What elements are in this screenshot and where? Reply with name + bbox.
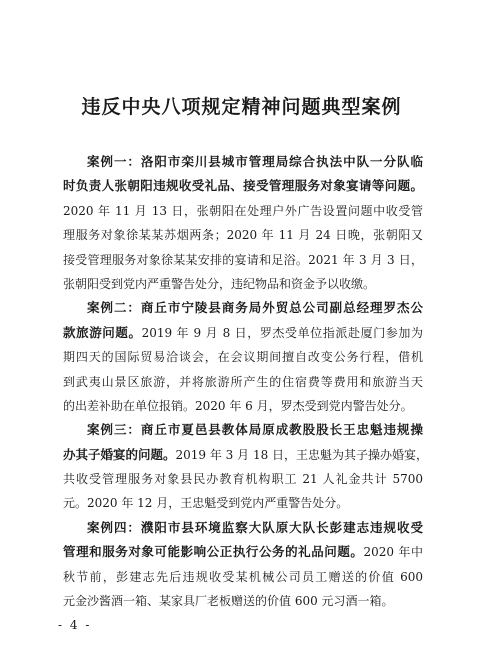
case-paragraph [63,296,423,418]
case-body-text: 2020 年中 [363,545,423,560]
case-heading-text: 案例一：洛阳市栾川县城市管理局综合执法中队一分队临 [87,154,423,169]
case-heading-text: 办其子婚宴的问题。 [63,446,176,462]
case-heading-text: 时负责人张朝阳违规收受礼品、接受管理服务对象宴请等问题。 [63,178,423,194]
text-line [63,223,423,247]
text-line [63,321,423,345]
case-heading-text: 款旅游问题。 [63,324,142,340]
case-body-text: 期四天的国际贸易洽谈会，在会议期间擅自改变公务行程，借机 [63,350,423,365]
text-line [63,272,423,296]
text-line [63,150,423,174]
case-body-text: 理服务对象徐某某苏烟两条；2020 年 11 月 24 日晚，张朝阳又 [63,228,423,243]
text-line [63,370,423,394]
text-line [63,516,423,540]
page-number: - 4 - [58,618,92,632]
case-body-text: 2019 年 9 月 8 日，罗杰受单位指派赴厦门参加为 [141,325,423,340]
case-heading-text: 案例三：商丘市夏邑县教体局原成教股股长王忠魁违规操 [87,422,423,438]
document-body [63,150,429,613]
text-line [63,199,423,223]
text-line [63,345,423,369]
text-line [63,443,429,467]
text-line [63,418,423,442]
case-body-text: 到武夷山景区旅游，并将旅游所产生的住宿费等费用和旅游当天 [63,374,423,389]
case-body-text: 2020 年 11 月 13 日，张朝阳在处理户外广告设置问题中收受管 [63,203,423,218]
case-paragraph [63,418,429,516]
document-title: 违反中央八项规定精神问题典型案例 [81,96,402,118]
case-body-text: 元。2020 年 12 月，王忠魁受到党内严重警告处分。 [63,496,349,511]
case-heading-text: 案例二：商丘市宁陵县商务局外贸总公司副总经理罗杰公 [87,300,423,316]
case-body-text: 共收受管理服务对象县民办教育机构职工 21 人礼金共计 5700 [63,472,423,487]
case-paragraph [63,150,423,296]
text-line [63,248,423,272]
text-line [63,467,423,491]
text-line [63,540,423,564]
text-line [63,296,423,320]
text-line [63,589,423,613]
text-line [63,174,423,198]
case-body-text: 2019 年 3 月 18 日，王忠魁为其子操办婚宴， [175,447,429,462]
text-line [63,565,423,589]
text-line [63,394,423,418]
text-line [63,491,423,515]
case-heading-text: 管理和服务对象可能影响公正执行公务的礼品问题。 [63,544,364,560]
case-body-text: 元金沙酱酒一箱、某家具厂老板赠送的价值 600 元习酒一箱。 [63,594,394,609]
case-body-text: 张朝阳受到党内严重警告处分，违纪物品和资金予以收缴。 [63,276,376,291]
case-body-text: 接受管理服务对象徐某某安排的宴请和足浴。2021 年 3 月 3 日， [63,252,423,267]
case-body-text: 的出差补助在单位报销。2020 年 6 月，罗杰受到党内警告处分。 [63,398,413,413]
case-body-text: 秋节前，彭建志先后违规收受某机械公司员工赠送的价值 600 [63,569,423,584]
case-heading-text: 案例四：濮阳市县环境监察大队原大队长彭建志违规收受 [87,519,423,535]
case-paragraph [63,516,423,614]
